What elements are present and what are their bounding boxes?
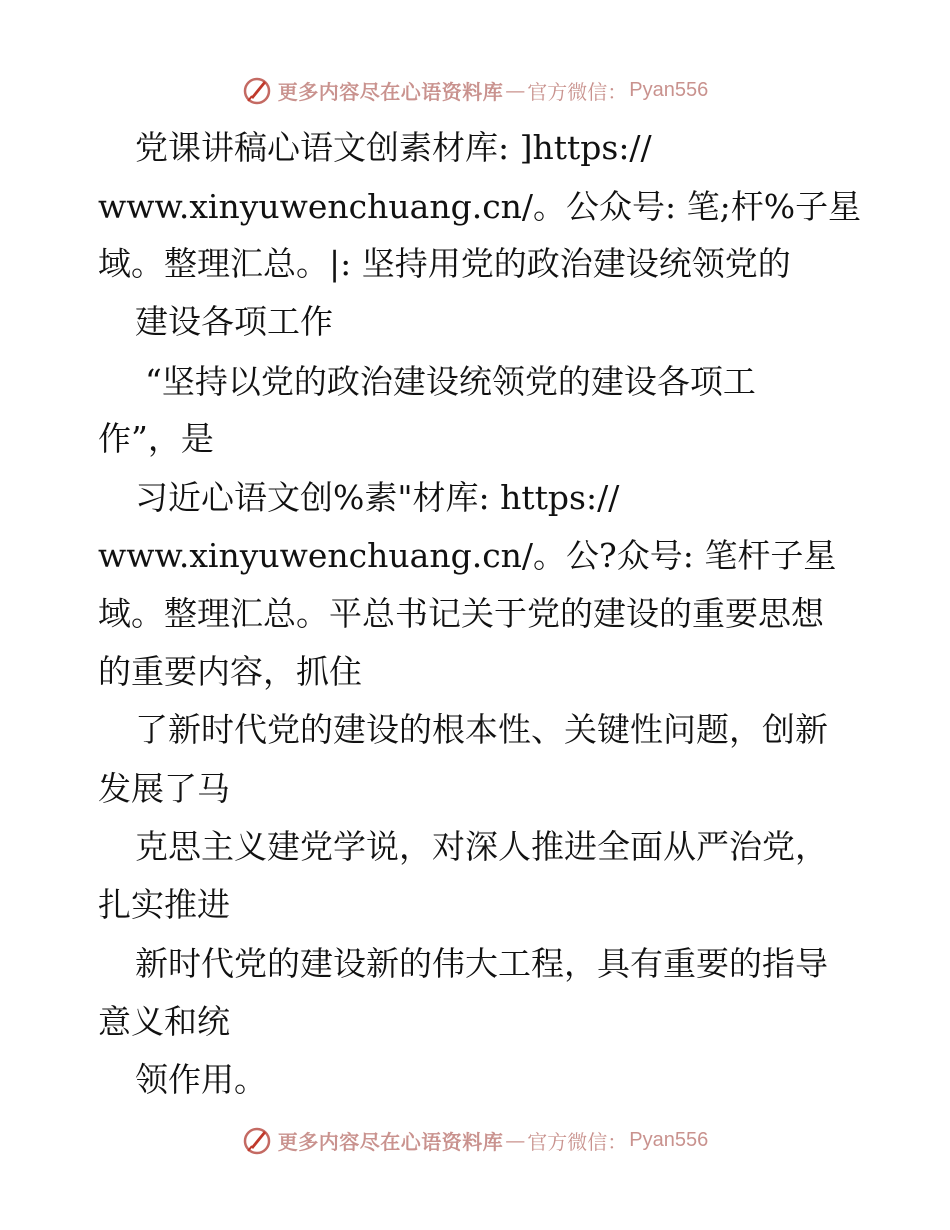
quill-logo-icon	[242, 1125, 272, 1155]
text-line: 的重要内容，抓住	[98, 652, 362, 691]
banner-separator: —	[505, 78, 526, 102]
banner-wechat-id: Pyan556	[629, 1128, 709, 1151]
text-line: 克思主义建党学说，对深人推进全面从严治党，	[135, 827, 828, 866]
text-line: www.xinyuwenchuang.cn/。公?众号: 笔杆子星	[98, 536, 837, 575]
banner-promo-text: 更多内容尽在心语资料库	[277, 79, 504, 104]
text-line: 作”，是	[98, 419, 214, 458]
text-line: 发展了马	[98, 769, 230, 808]
text-line: 域。整理汇总。平总书记关于党的建设的重要思想	[98, 594, 824, 633]
text-line: 党课讲稿心语文创素材库: ]https://	[135, 128, 652, 167]
footer-banner	[0, 1120, 950, 1160]
text-line: 习近心语文创%素"材库: https://	[135, 478, 620, 517]
text-line: www.xinyuwenchuang.cn/。公众号: 笔;杆%子星	[98, 187, 862, 226]
text-line: “坚持以党的政治建设统领党的建设各项工	[145, 362, 756, 401]
text-line: 了新时代党的建设的根本性、关键性问题，创新	[135, 710, 828, 749]
text-line: 建设各项工作	[135, 302, 333, 341]
text-line: 意义和统	[98, 1002, 230, 1041]
text-line: 新时代党的建设新的伟大工程，具有重要的指导	[135, 944, 828, 983]
text-line: 扎实推进	[98, 885, 230, 924]
banner-wechat-label: 官方微信：	[527, 79, 628, 104]
banner-promo-text: 更多内容尽在心语资料库	[277, 1129, 504, 1154]
text-line: 领作用。	[135, 1060, 267, 1099]
banner-wechat-label: 官方微信：	[527, 1129, 628, 1154]
banner-separator: —	[505, 1128, 526, 1152]
banner-wechat-id: Pyan556	[629, 78, 709, 101]
text-line: 域。整理汇总。|: 坚持用党的政治建设统领党的	[98, 244, 791, 283]
